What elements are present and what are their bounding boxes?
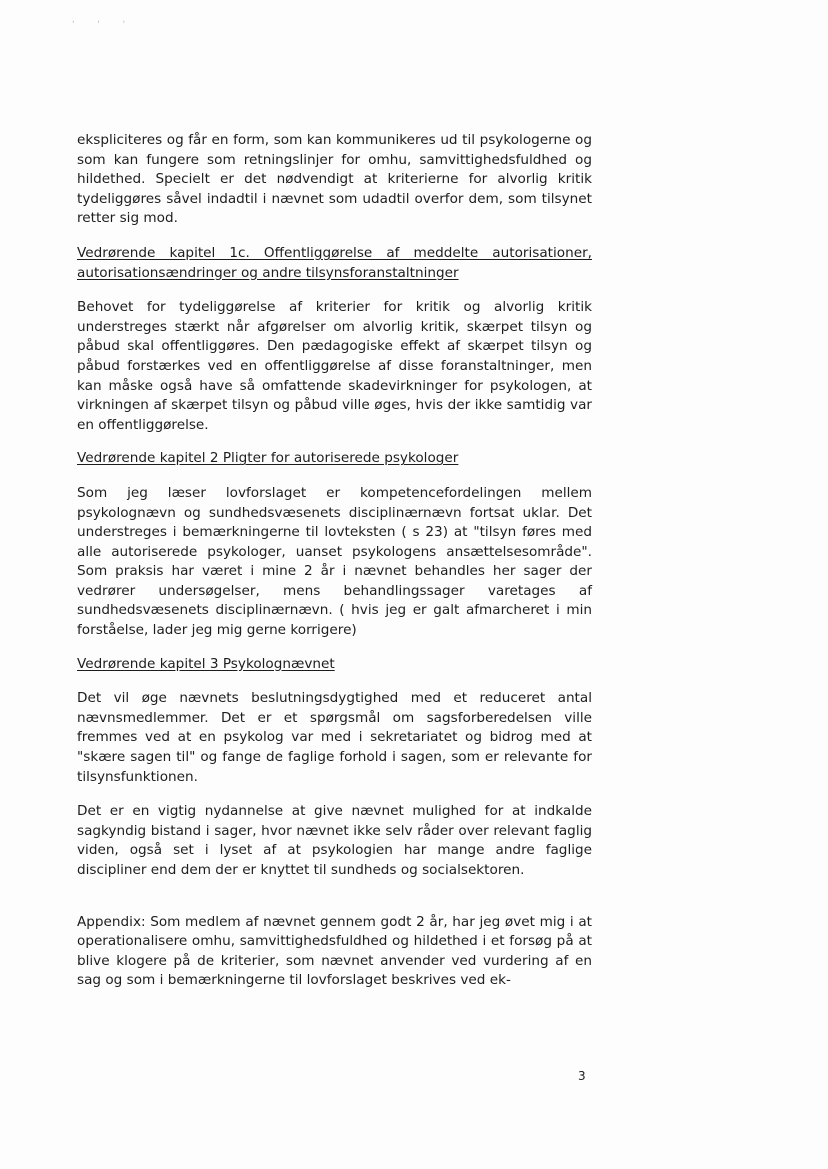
scan-marks: ' ' ' <box>72 20 136 30</box>
paragraph-criteria-explicit: ekspliciteres og får en form, som kan kommunikeres ud til psykologerne og som kan fungere som retningslinjer for omhu, samvittighedsfuldhed og hildethed. Specielt er det nødvendigt at kriterierne for alvorlig kritik tydeliggøres såvel indadtil i nævnet som udadtil overfor dem, som tilsynet retter sig mod. <box>77 132 592 227</box>
paragraph-board-members: Det vil øge nævnets beslutningsdygtighed med et reduceret antal nævnsmedlemmer. Det er et spørgsmål om sagsforberedelsen ville fremmes ved at en psykolog var med i sekretariatet og bidrog med at "skære sagen til" og fange de faglige forhold i sagen, som er relevante for tilsynsfunktionen. <box>77 690 592 785</box>
heading-chapter-3: Vedrørende kapitel 3 Psykolognævnet <box>77 655 335 672</box>
paragraph-expert-assistance: Det er en vigtig nydannelse at give nævnet mulighed for at indkalde sagkyndig bistand i sager, hvor nævnet ikke selv råder over relevant faglig viden, også set i lyset af at psykologien har mange andre faglige discipliner end dem der er knyttet til sundheds og socialsektoren. <box>77 803 592 878</box>
paragraph-competence: Som jeg læser lovforslaget er kompetencefordelingen mellem psykolognævn og sundhedsvæsenets disciplinærnævn fortsat uklar. Det understreges i bemærkningerne til lovteksten ( s 23) at "tilsyn føres med alle autoriserede psykologer, uanset psykologens ansættelsesområde". Som praksis har været i mine 2 år i nævnet behandles her sager der vedrører undersøgelser, mens behandlingssager varetages af sundhedsvæsenets disciplinærnævn. ( hvis jeg er galt afmarcheret i min forståelse, lader jeg mig gerne korrigere) <box>77 484 592 639</box>
document-body <box>77 131 592 991</box>
paragraph-appendix: Appendix: Som medlem af nævnet gennem godt 2 år, har jeg øvet mig i at operationalisere omhu, samvittighedsfuldhed og hildethed i et forsøg på at blive klogere på de kriterier, som nævnet anvender ved vurdering af en sag og som i bemærkningerne til lovforslaget beskrives ved ek- <box>77 913 592 989</box>
page-number: 3 <box>578 1069 586 1083</box>
heading-chapter-1c: Vedrørende kapitel 1c. Offentliggørelse af meddelte autorisationer, autorisationsændringer og andre tilsynsforanstaltninger <box>77 244 592 281</box>
paragraph-publication: Behovet for tydeliggørelse af kriterier for kritik og alvorlig kritik understreges stærkt når afgørelser om alvorlig kritik, skærpet tilsyn og påbud skal offentliggøres. Den pædagogiske effekt af skærpet tilsyn og påbud forstærkes ved en offentliggørelse af disse foranstaltninger, men kan måske også have så omfattende skadevirkninger for psykologen, at virkningen af skærpet tilsyn og påbud ville øges, hvis der ikke samtidig var en offentliggørelse. <box>77 299 592 433</box>
heading-chapter-2: Vedrørende kapitel 2 Pligter for autoriserede psykologer <box>77 450 459 467</box>
